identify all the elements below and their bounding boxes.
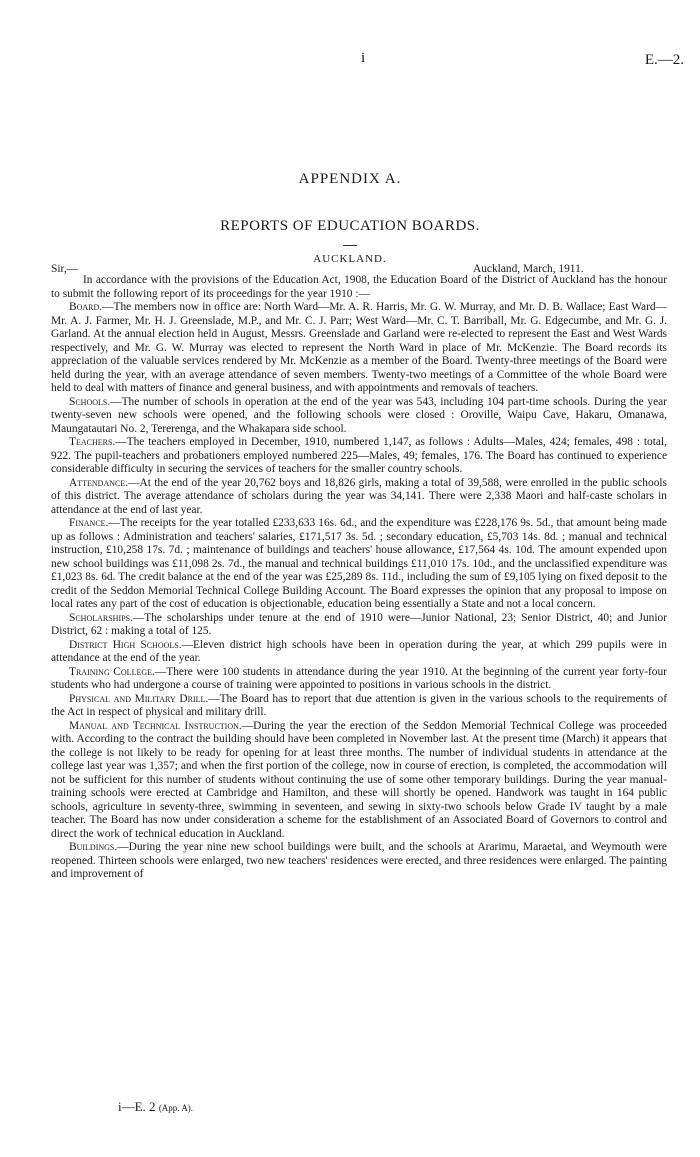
paragraph-text: —At the end of the year 20,762 boys and 18,826 girls, making a total of 39,588, were enrolled in the public schools of this district. The average attendance of scholars during the year was 34,141. There were 2,338 Maori and half-caste scholars in attendance at the end of last year. bbox=[51, 476, 667, 516]
paragraph-intro bbox=[51, 274, 667, 301]
paragraph-text: —The scholarships under tenure at the end of 1910 were—Junior National, 23; Senior District, 40; and Junior District, 62 : making a total of 125. bbox=[51, 611, 667, 637]
title-rule bbox=[343, 245, 357, 246]
paragraph-heading: Physical and Military Drill. bbox=[69, 692, 209, 705]
reports-title: REPORTS OF EDUCATION BOARDS. bbox=[220, 218, 480, 234]
paragraph-text: In accordance with the provisions of the Education Act, 1908, the Education Board of the District of Auckland has the honour to submit the following report of its proceedings for the year 1910 :— bbox=[51, 274, 667, 300]
paragraph-heading: Finance. bbox=[69, 517, 109, 529]
footer-note: (App. A). bbox=[158, 1103, 194, 1113]
appendix-title: APPENDIX A. bbox=[298, 171, 402, 187]
report-body bbox=[51, 274, 667, 882]
paragraph-buildings bbox=[51, 841, 667, 882]
paragraph-heading: Scholarships. bbox=[69, 611, 133, 624]
paragraph-finance bbox=[51, 517, 667, 612]
paragraph-heading: Teachers. bbox=[69, 436, 116, 448]
paragraph-heading: Board. bbox=[69, 301, 103, 313]
paragraph-text: —The teachers employed in December, 1910, numbered 1,147, as follows : Adults—Males, 424; females, 498 : total, 922. The pupil-teachers and probationers employed numbered 225—Males, 49; females, 176. The Board has continued to experience considerable difficulty in securing the services of teachers for the smaller country schools. bbox=[51, 436, 667, 475]
paragraph-heading: Attendance. bbox=[69, 476, 129, 489]
paragraph-heading: Schools. bbox=[69, 395, 111, 408]
page-number: i bbox=[361, 50, 366, 66]
paragraph-heading: Buildings. bbox=[69, 841, 118, 853]
paragraph-text: —Eleven district high schools have been in operation during the year, at which 299 pupils were in attendance at the end of the year. bbox=[51, 638, 667, 664]
footer-signature: i—E. 2 bbox=[118, 1099, 156, 1114]
paragraph-district-high-schools bbox=[51, 639, 667, 666]
paragraph-teachers bbox=[51, 436, 667, 477]
district-heading: AUCKLAND. bbox=[313, 253, 387, 265]
paragraph-text: —During the year the erection of the Seddon Memorial Technical College was proceeded with. According to the contract the building should have been completed in November last. At the present time (March) it appears that the college is not likely to be ready for opening for at least three months. The number of individual students in attendance at the college last year was 1,357; and when the first portion of the college, now in course of erection, is completed, the accommodation will not be sufficient for this number of students without continuing the use of some other temporary buildings. During the year manual-training schools were erected at Cambridge and Hamilton, and these will shortly be opened. Handwork was taught in 164 public schools, agriculture in seventy-three, swimming in seventeen, and sewing in sixty-two schools below Grade IV taught by a male teacher. The Board has now under consideration a scheme for the establishment of an Associated Board of Governors to control and direct the work of technical education in Auckland. bbox=[51, 719, 667, 840]
document-reference: E.—2. bbox=[644, 52, 684, 68]
paragraph-training-college bbox=[51, 666, 667, 693]
paragraph-schools bbox=[51, 396, 667, 437]
paragraph-attendance bbox=[51, 477, 667, 518]
paragraph-text: —The number of schools in operation at the end of the year was 543, including 104 part-time schools. During the year twenty-seven new schools were opened, and the following schools were closed : Oroville, Waipu Cave, Hakaru, Omanawa, Maungatautari No. 2, Tererenga, and the Whakapara side school. bbox=[51, 395, 667, 435]
paragraph-heading: Manual and Technical Instruction. bbox=[69, 719, 242, 732]
dateline: Auckland, March, 1911. bbox=[473, 263, 584, 275]
paragraph-text: —The receipts for the year totalled £233,633 16s. 6d., and the expenditure was £228,176 9s. 5d., that amount being made up as follows : Administration and teachers' salaries, £171,517 3s. 5d. ; secondary education, £5,703 14s. 8d. ; manual and technical instruction, £10,258 17s. 7d. ; maintenance of buildings and teachers' house allowance, £17,564 4s. 10d. The amount expended upon new school buildings was £11,098 2s. 7d., the manual and technical buildings £11,010 17s. 10d., and the unclassified expenditure was £1,023 8s. 6d. The credit balance at the end of the year was £25,289 8s. 11d., including the sum of £9,105 lying on fixed deposit to the credit of the Seddon Memorial Technical College Building Account. The Board expresses the opinion that any proposal to impose on local rates any part of the cost of education is objectionable, education being essentially a State and not a local concern. bbox=[51, 517, 667, 610]
page-footer bbox=[118, 1099, 193, 1115]
paragraph-heading: Training College. bbox=[69, 665, 155, 678]
paragraph-heading: District High Schools. bbox=[69, 638, 182, 651]
paragraph-text: —The Board has to report that due attention is given in the various schools to the requirements of the Act in respect of physical and military drill. bbox=[51, 692, 667, 718]
paragraph-board bbox=[51, 301, 667, 396]
paragraph-text: —There were 100 students in attendance during the year 1910. At the beginning of the current year forty-four students who had undergone a course of training were appointed to positions in various schools in the district. bbox=[51, 665, 667, 691]
paragraph-text: —During the year nine new school buildings were built, and the schools at Ararimu, Maraetai, and Weymouth were reopened. Thirteen schools were enlarged, two new teachers' residences were erected, and three residences were enlarged. The painting and improvement of bbox=[51, 841, 667, 880]
salutation: Sir,— bbox=[51, 263, 79, 275]
paragraph-physical-drill bbox=[51, 693, 667, 720]
paragraph-scholarships bbox=[51, 612, 667, 639]
paragraph-text: —The members now in office are: North Ward—Mr. A. R. Harris, Mr. G. W. Murray, and Mr. D. B. Wallace; East Ward—Mr. A. J. Farmer, Mr. H. J. Greenslade, M.P., and Mr. C. J. Parr; West Ward—Mr. C. T. Barriball, Mr. G. Edgecumbe, and Mr. G. J. Garland. At the annual election held in August, Messrs. Greenslade and Garland were re-elected to represent the East and West Wards respectively, and Mr. G. W. Murray was elected to represent the North Ward in place of Mr. McKenzie. The Board records its appreciation of the valuable services rendered by Mr. McKenzie as a member of the Board. Twenty-three meetings of the Board were held during the year, with an average attendance of seven members. Twenty-two meetings of a Committee of the whole Board were held to deal with matters of finance and general business, and with appointments and removals of teachers. bbox=[51, 301, 667, 394]
paragraph-manual-technical bbox=[51, 720, 667, 842]
